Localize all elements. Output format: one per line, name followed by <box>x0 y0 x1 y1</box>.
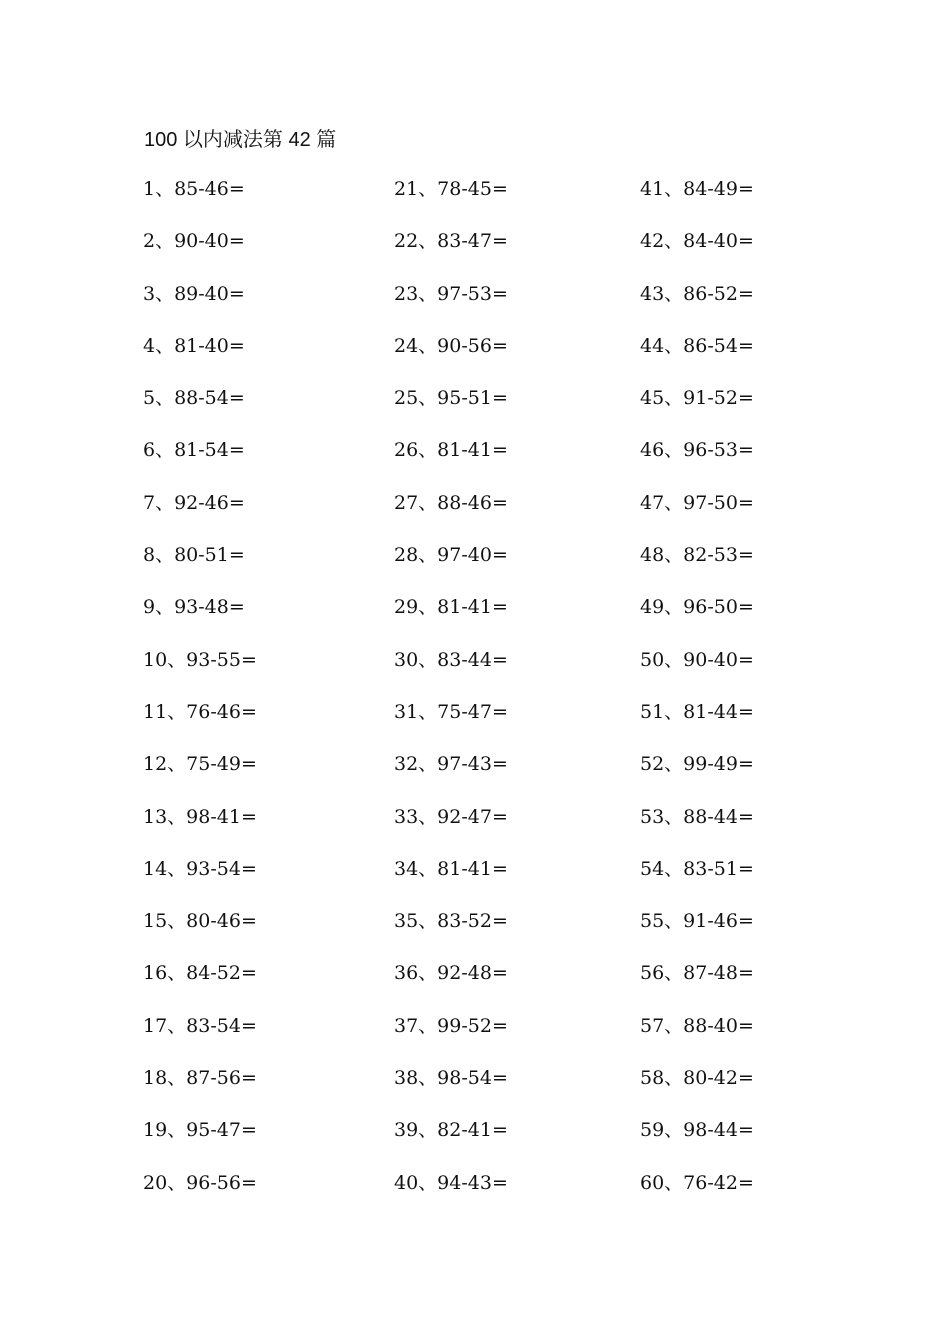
problem-item: 27、88-46= <box>394 491 508 514</box>
problem-item: 41、84-49= <box>640 178 754 200</box>
problem-item: 4、81-40= <box>143 334 245 357</box>
problem-item: 22、83-47= <box>394 230 508 253</box>
problem-item: 49、96-50= <box>640 596 754 619</box>
problem-item: 23、97-53= <box>394 282 508 305</box>
problem-item: 17、83-54= <box>143 1014 257 1037</box>
problem-item: 12、75-49= <box>143 753 257 776</box>
problem-item: 55、91-46= <box>640 910 754 933</box>
problem-item: 56、87-48= <box>640 962 754 985</box>
problem-item: 51、81-44= <box>640 700 754 723</box>
problem-item: 60、76-42= <box>640 1171 754 1194</box>
problem-item: 24、90-56= <box>394 334 508 357</box>
problem-item: 57、88-40= <box>640 1014 754 1037</box>
problem-item: 7、92-46= <box>143 491 245 514</box>
problem-item: 38、98-54= <box>394 1067 508 1090</box>
problem-item: 10、93-55= <box>143 648 257 671</box>
problem-column-3 <box>640 175 860 1221</box>
problem-column-2 <box>394 175 614 1221</box>
problem-item: 1、85-46= <box>143 178 245 200</box>
problem-item: 40、94-43= <box>394 1171 508 1194</box>
problem-item: 33、92-47= <box>394 805 508 828</box>
problem-item: 53、88-44= <box>640 805 754 828</box>
problem-item: 9、93-48= <box>143 596 245 619</box>
problem-item: 2、90-40= <box>143 230 245 253</box>
problem-item: 26、81-41= <box>394 439 508 462</box>
problem-item: 35、83-52= <box>394 910 508 933</box>
problem-item: 6、81-54= <box>143 439 245 462</box>
problem-item: 43、86-52= <box>640 282 754 305</box>
problem-item: 30、83-44= <box>394 648 508 671</box>
problem-item: 16、84-52= <box>143 962 257 985</box>
problem-item: 37、99-52= <box>394 1014 508 1037</box>
problem-item: 48、82-53= <box>640 544 754 567</box>
problem-item: 39、82-41= <box>394 1119 508 1142</box>
problem-item: 58、80-42= <box>640 1067 754 1090</box>
problem-item: 36、92-48= <box>394 962 508 985</box>
problem-item: 5、88-54= <box>143 387 245 410</box>
problem-item: 44、86-54= <box>640 334 754 357</box>
problem-item: 8、80-51= <box>143 544 245 567</box>
problem-item: 50、90-40= <box>640 648 754 671</box>
problem-item: 54、83-51= <box>640 857 754 880</box>
problem-item: 14、93-54= <box>143 857 257 880</box>
problem-item: 11、76-46= <box>143 700 257 723</box>
problem-item: 47、97-50= <box>640 491 754 514</box>
problem-item: 59、98-44= <box>640 1119 754 1142</box>
problem-item: 34、81-41= <box>394 857 508 880</box>
problem-item: 29、81-41= <box>394 596 508 619</box>
problem-item: 32、97-43= <box>394 753 508 776</box>
problem-item: 45、91-52= <box>640 387 754 410</box>
problem-item: 21、78-45= <box>394 178 508 200</box>
problem-item: 28、97-40= <box>394 544 508 567</box>
problem-item: 31、75-47= <box>394 700 508 723</box>
problem-item: 25、95-51= <box>394 387 508 410</box>
problem-item: 42、84-40= <box>640 230 754 253</box>
problem-item: 19、95-47= <box>143 1119 257 1142</box>
problem-item: 46、96-53= <box>640 439 754 462</box>
problem-item: 15、80-46= <box>143 910 257 933</box>
problem-item: 13、98-41= <box>143 805 257 828</box>
problem-item: 18、87-56= <box>143 1067 257 1090</box>
problem-item: 3、89-40= <box>143 282 245 305</box>
problem-item: 52、99-49= <box>640 753 754 776</box>
problem-item: 20、96-56= <box>143 1171 257 1194</box>
page-title: 100 以内减法第 42 篇 <box>144 129 337 151</box>
problem-column-1 <box>143 175 363 1221</box>
